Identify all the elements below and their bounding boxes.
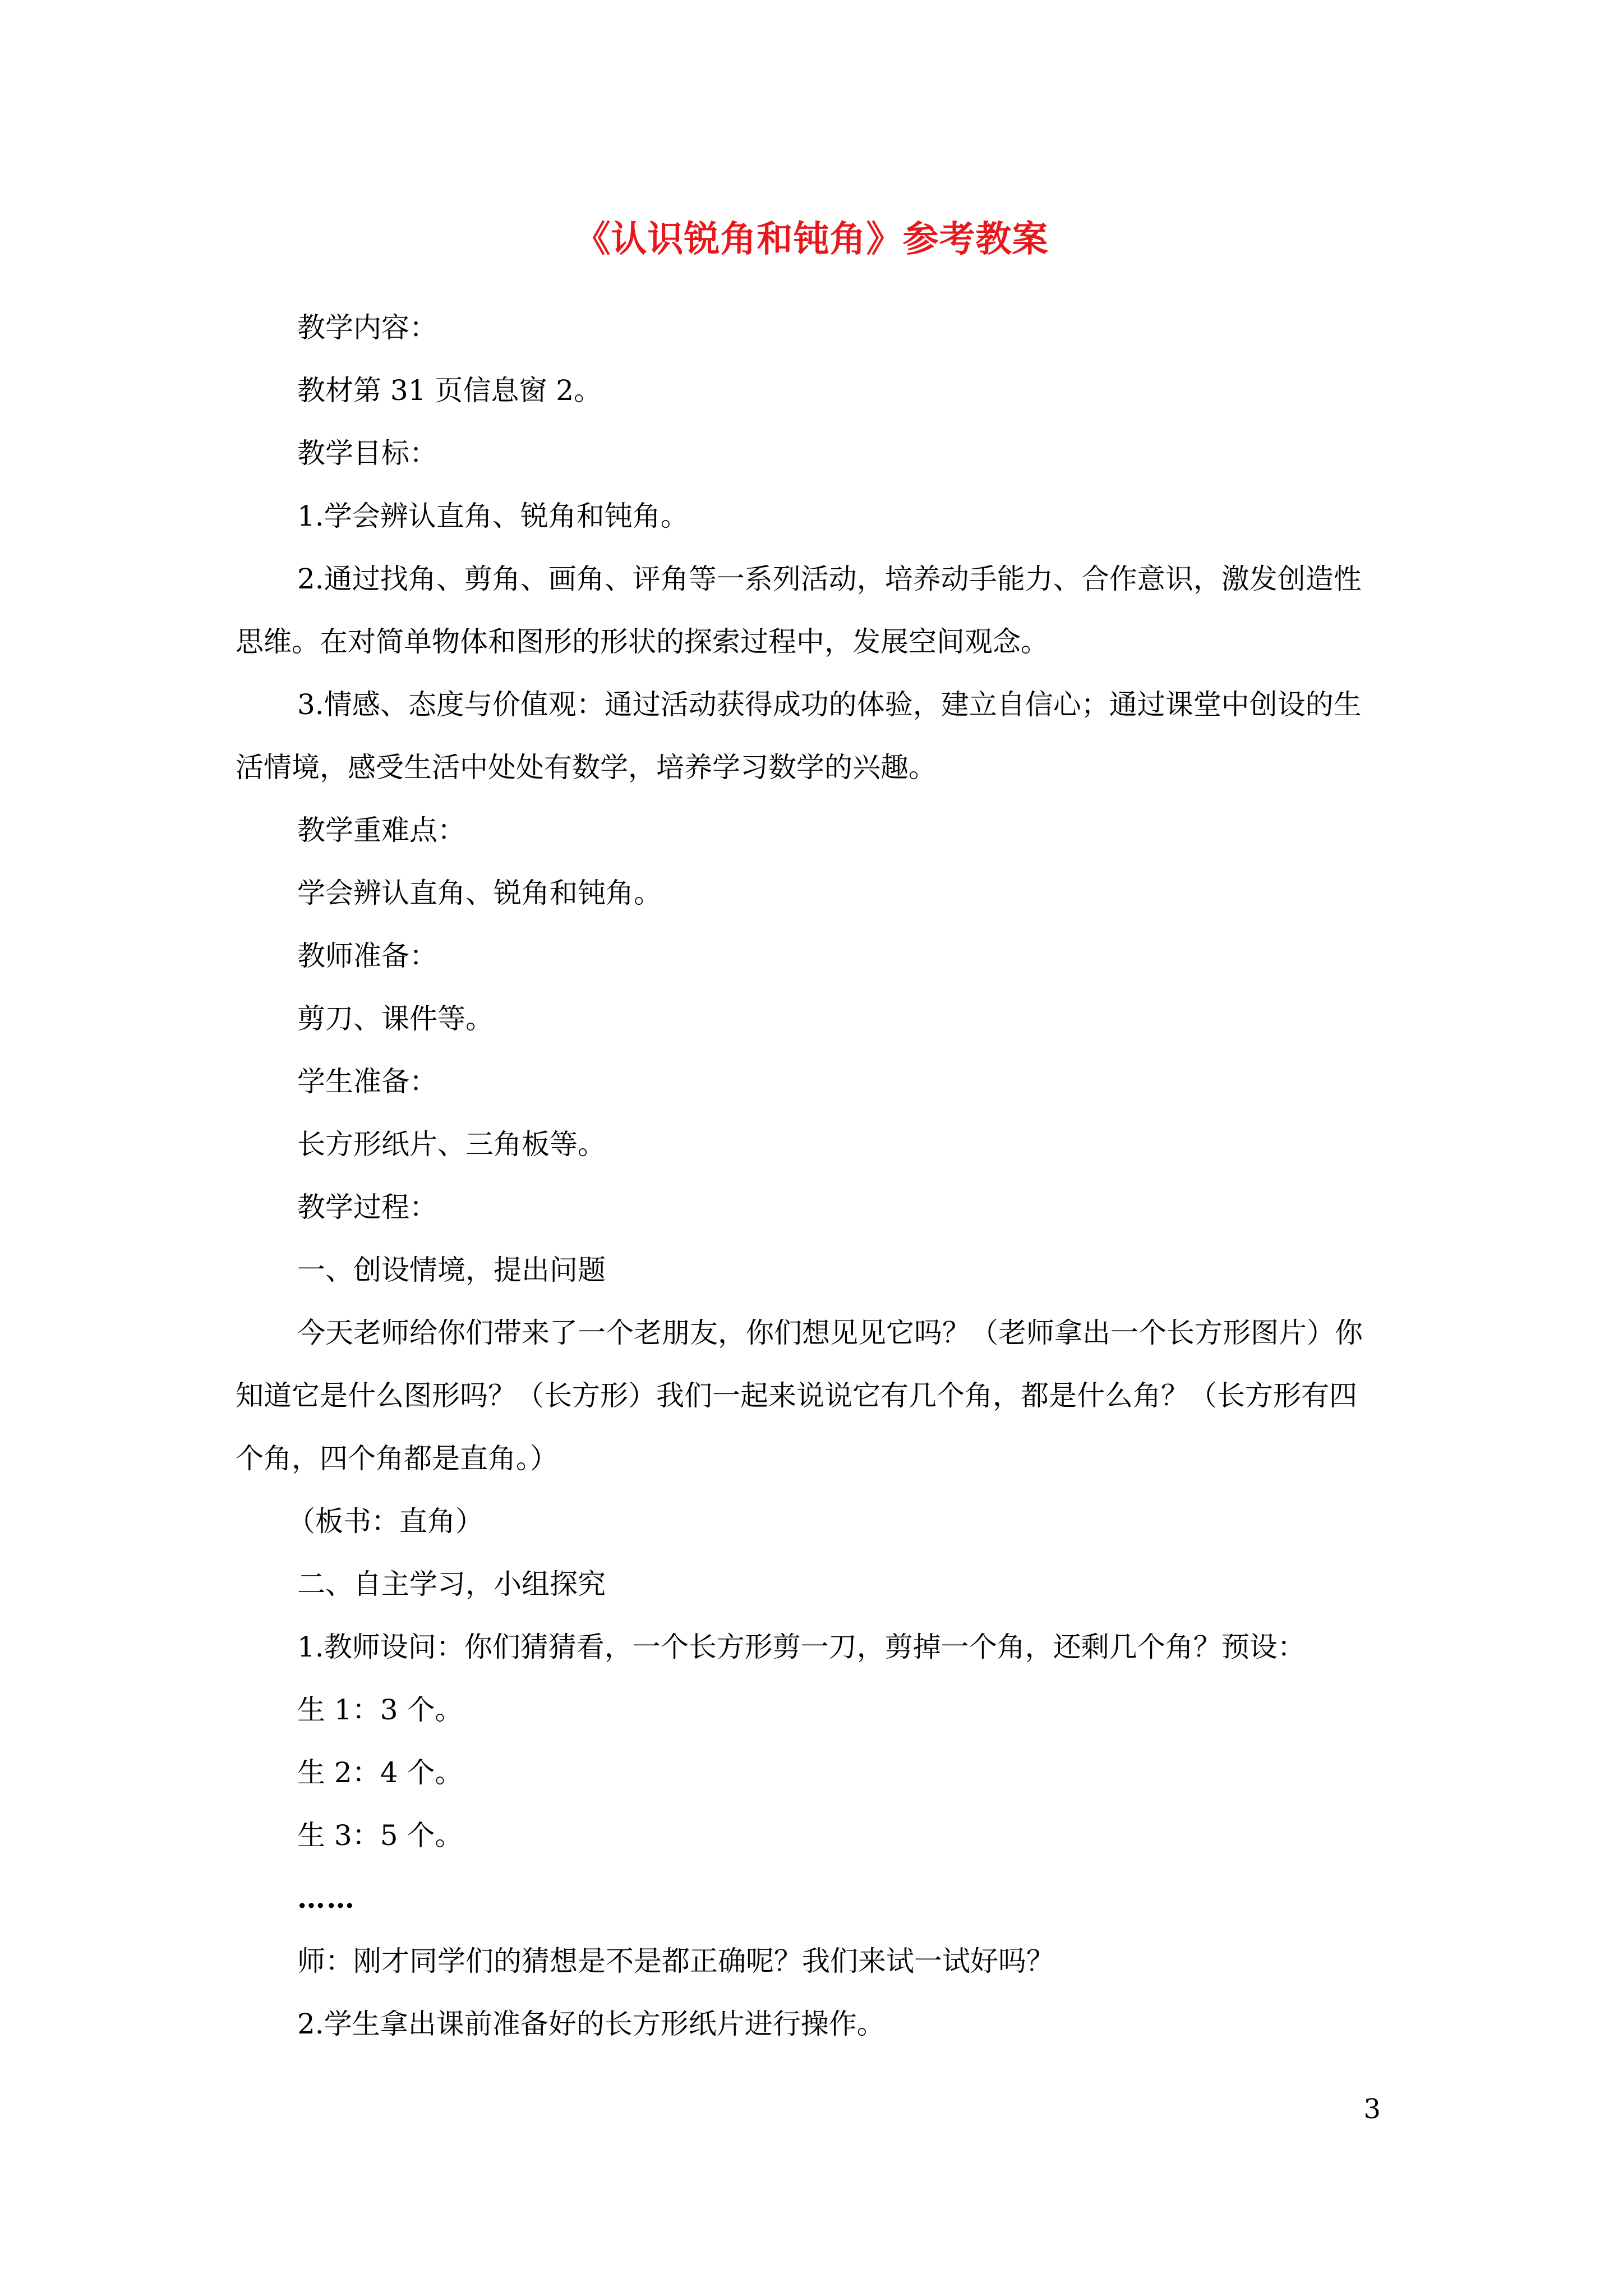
student-answer-1: 生 1：3 个。 xyxy=(297,1694,463,1726)
process-part-1-heading: 一、创设情境，提出问题 xyxy=(297,1254,606,1286)
section-heading-key-points: 教学重难点： xyxy=(297,814,465,846)
objective-1: 1.学会辨认直角、锐角和钝角。 xyxy=(297,500,689,532)
section-heading-objectives: 教学目标： xyxy=(297,437,437,470)
document-body xyxy=(236,296,1391,2055)
document-title: 《认识锐角和钝角》参考教案 xyxy=(574,218,1049,260)
key-points-text: 学会辨认直角、锐角和钝角。 xyxy=(297,877,662,909)
section-heading-teacher-prep: 教师准备： xyxy=(297,940,437,972)
section-heading-student-prep: 学生准备： xyxy=(297,1065,437,1098)
objective-3-line-1: 3.情感、态度与价值观：通过活动获得成功的体验，建立自信心；通过课堂中创设的生 xyxy=(297,688,1362,721)
objective-3-line-2: 活情境，感受生活中处处有数学，培养学习数学的兴趣。 xyxy=(236,751,937,784)
process-part-1-line-1: 今天老师给你们带来了一个老朋友，你们想见见它吗？（老师拿出一个长方形图片）你 xyxy=(297,1317,1363,1349)
teacher-followup: 师：刚才同学们的猜想是不是都正确呢？我们来试一试好吗？ xyxy=(297,1945,1054,1977)
board-note: （板书：直角） xyxy=(287,1505,483,1538)
objective-2-line-1: 2.通过找角、剪角、画角、评角等一系列活动，培养动手能力、合作意识，激发创造性 xyxy=(297,563,1362,595)
content-text: 教材第 31 页信息窗 2。 xyxy=(297,374,602,407)
process-part-2-heading: 二、自主学习，小组探究 xyxy=(297,1568,606,1600)
process-part-1-line-3: 个角，四个角都是直角。） xyxy=(236,1442,558,1475)
student-prep-text: 长方形纸片、三角板等。 xyxy=(297,1128,606,1161)
page-number: 3 xyxy=(1363,2093,1381,2125)
student-answer-3: 生 3：5 个。 xyxy=(297,1819,463,1852)
teacher-prep-text: 剪刀、课件等。 xyxy=(297,1002,494,1035)
ellipsis: …… xyxy=(297,1881,356,1915)
student-answer-2: 生 2：4 个。 xyxy=(297,1756,463,1789)
student-operation: 2.学生拿出课前准备好的长方形纸片进行操作。 xyxy=(297,2008,885,2040)
section-heading-process: 教学过程： xyxy=(297,1191,437,1223)
section-heading-content: 教学内容： xyxy=(297,311,437,344)
objective-2-line-2: 思维。在对简单物体和图形的形状的探索过程中，发展空间观念。 xyxy=(236,625,1049,658)
process-part-1-line-2: 知道它是什么图形吗？（长方形）我们一起来说说它有几个角，都是什么角？（长方形有四 xyxy=(236,1379,1357,1412)
teacher-question: 1.教师设问：你们猜猜看，一个长方形剪一刀，剪掉一个角，还剩几个角？预设： xyxy=(297,1631,1306,1663)
